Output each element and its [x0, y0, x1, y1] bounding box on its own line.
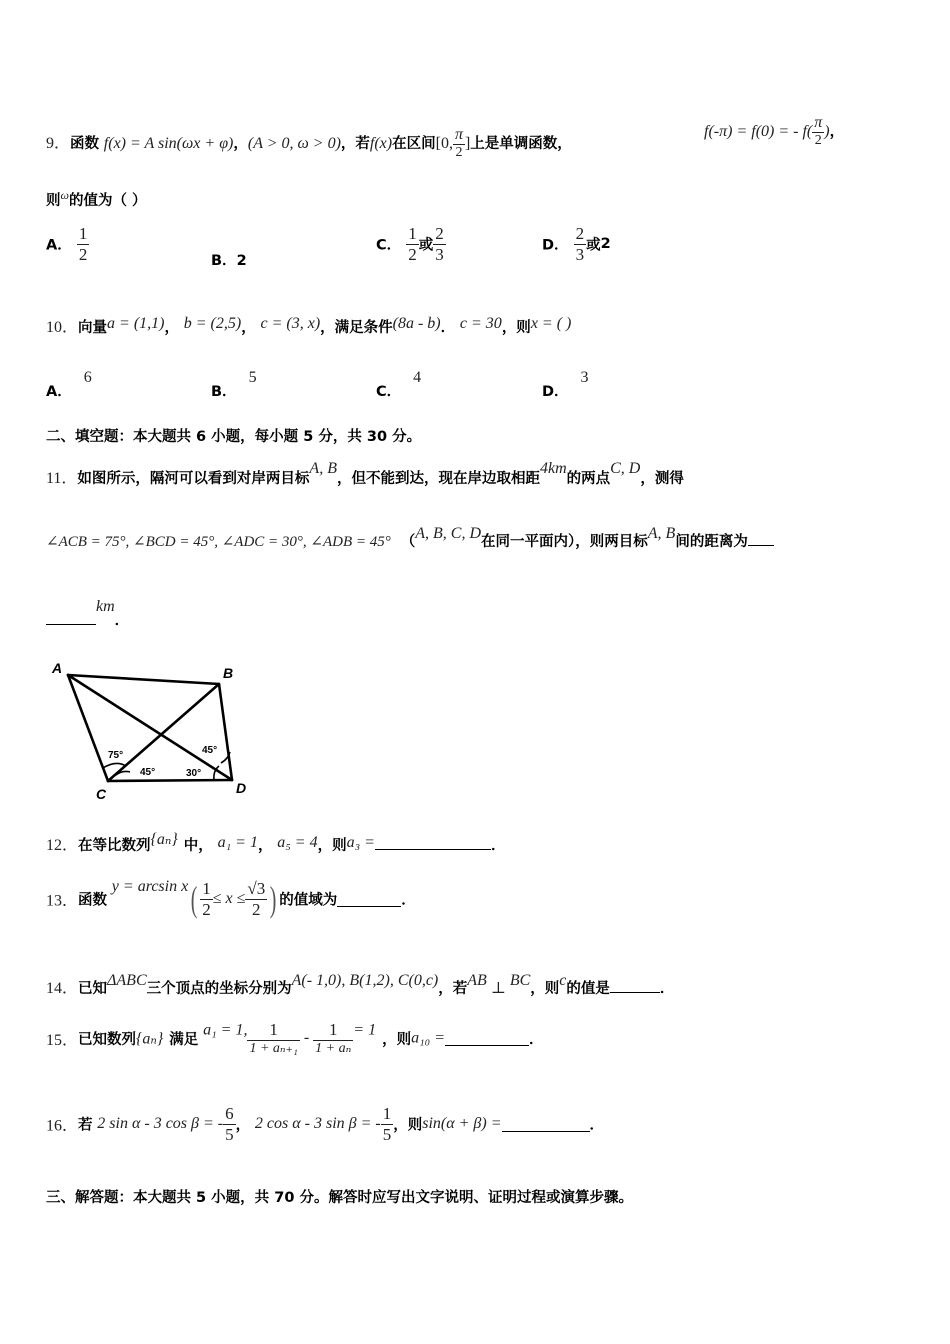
- river-figure: [46, 656, 256, 806]
- section3-heading: 三、解答题：本大题共 5 小题，共 70 分。解答时应写出文字说明、证明过程或演算步骤。: [46, 1190, 633, 1206]
- q11-line3: km．: [46, 598, 129, 630]
- point-c-label: C: [96, 786, 107, 802]
- q11-angles: ∠ACB = 75°, ∠BCD = 45°, ∠ADC = 30°, ∠ADB = 45°: [46, 534, 391, 550]
- q10-option-b[interactable]: B．5: [211, 369, 257, 400]
- q9-option-a[interactable]: A． $\frac{1}{2}$: [46, 224, 88, 264]
- q9-line1: 9．函数 f(x) = A sin(ωx + φ)，(A > 0, ω > 0)，若f(x)在区间[0, $\frac{\pi}{2}$ ]上是单调函数，: [46, 126, 572, 161]
- q10-option-c[interactable]: C．4: [376, 369, 422, 400]
- q9-line2: 则$^\omega$的值为（ ）: [46, 188, 147, 209]
- q11-line2: ∠ACB = 75°, ∠BCD = 45°, ∠ADC = 30°, ∠ADB = 45° （A, B, C, D在同一平面内），则两目标A, B间的距离为: [46, 525, 774, 551]
- q12-number: 12．: [46, 837, 79, 854]
- q16-number: 16．: [46, 1117, 79, 1135]
- q15-line: 15．已知数列{aₙ} 满足 a₁ = 1, $\frac{1}{\text{1 + aₙ₊₁}}$ - $\frac{1}{\text{1 + aₙ}}$ = 1，则a₁₀ = ．: [46, 1020, 544, 1056]
- q9-function: f(x) = A sin(ωx + φ): [103, 134, 234, 152]
- q14-number: 14．: [46, 980, 79, 997]
- q11-answer-blank-2[interactable]: [46, 610, 96, 625]
- q13-answer-blank[interactable]: [337, 892, 401, 907]
- q9-number: 9．: [46, 134, 71, 152]
- point-a-label: A: [52, 660, 63, 676]
- angle-30-label: 30°: [186, 768, 202, 779]
- point-b-label: B: [223, 665, 234, 681]
- q14-line: 14．已知ΔABC三个顶点的坐标分别为A(- 1,0), B(1,2), C(0,c)，若AB ⊥ BC，则c的值是 ．: [46, 972, 675, 997]
- q9-option-c[interactable]: C． $\frac{1}{2}$ 或 $\frac{2}{3}$: [376, 224, 444, 264]
- segment-ac: [68, 675, 108, 781]
- angle-45c-label: 45°: [140, 767, 156, 778]
- q11-number: 11．: [46, 470, 78, 487]
- q13-number: 13．: [46, 892, 79, 910]
- section2-heading: 二、填空题：本大题共 6 小题，每小题 5 分，共 30 分。: [46, 429, 422, 445]
- q16-answer-blank[interactable]: [502, 1117, 590, 1132]
- q9-equation: f(-π) = f(0) = - f( $\frac{\pi}{2}$ )，: [704, 114, 845, 149]
- segment-ab: [68, 675, 219, 684]
- q10-option-d[interactable]: D．3: [542, 369, 589, 400]
- q12-answer-blank[interactable]: [375, 835, 491, 850]
- point-d-label: D: [236, 780, 247, 796]
- q15-answer-blank[interactable]: [445, 1031, 529, 1046]
- q10-option-a[interactable]: A．6: [46, 369, 92, 400]
- q12-line: 12．在等比数列{aₙ} 中， a₁ = 1， a₅ = 4，则a₃ = ．: [46, 831, 506, 854]
- q9-option-d[interactable]: D． $\frac{2}{3}$ 或2: [542, 224, 611, 264]
- q10-number: 10．: [46, 319, 79, 336]
- segment-cd: [108, 780, 232, 781]
- segment-ad: [68, 675, 232, 780]
- q13-line: 13．函数 y = arcsin x( $\frac{1}{2}$ ≤ x ≤ $\frac{√3}{2}$ ) 的值域为 ．: [46, 878, 416, 919]
- q9-interval-fraction: $\frac{\pi}{2}$: [454, 126, 463, 161]
- q15-number: 15．: [46, 1031, 79, 1049]
- q10-line1: 10．向量a = (1,1)， b = (2,5)， c = (3, x)，满足条件(8a - b)． c = 30，则x = ( ): [46, 315, 572, 336]
- segment-bd: [219, 684, 232, 780]
- q16-line: 16．若 2 sin α - 3 cos β = - $\frac{6}{5}$ ， 2 cos α - 3 sin β = - $\frac{1}{5}$ ，则sin(α + β) = ．: [46, 1104, 605, 1144]
- angle-75-label: 75°: [108, 750, 124, 761]
- q11-line1: 11．如图所示，隔河可以看到对岸两目标A, B，但不能到达，现在岸边取相距4km的两点C, D，测得: [46, 460, 684, 487]
- angle-45d-label: 45°: [202, 745, 218, 756]
- q14-answer-blank[interactable]: [610, 978, 660, 993]
- segment-cb: [108, 684, 219, 781]
- q9-condition: (A > 0, ω > 0): [247, 134, 341, 152]
- q9-option-b[interactable]: B．2: [211, 253, 247, 269]
- q11-answer-blank-1[interactable]: [748, 531, 774, 546]
